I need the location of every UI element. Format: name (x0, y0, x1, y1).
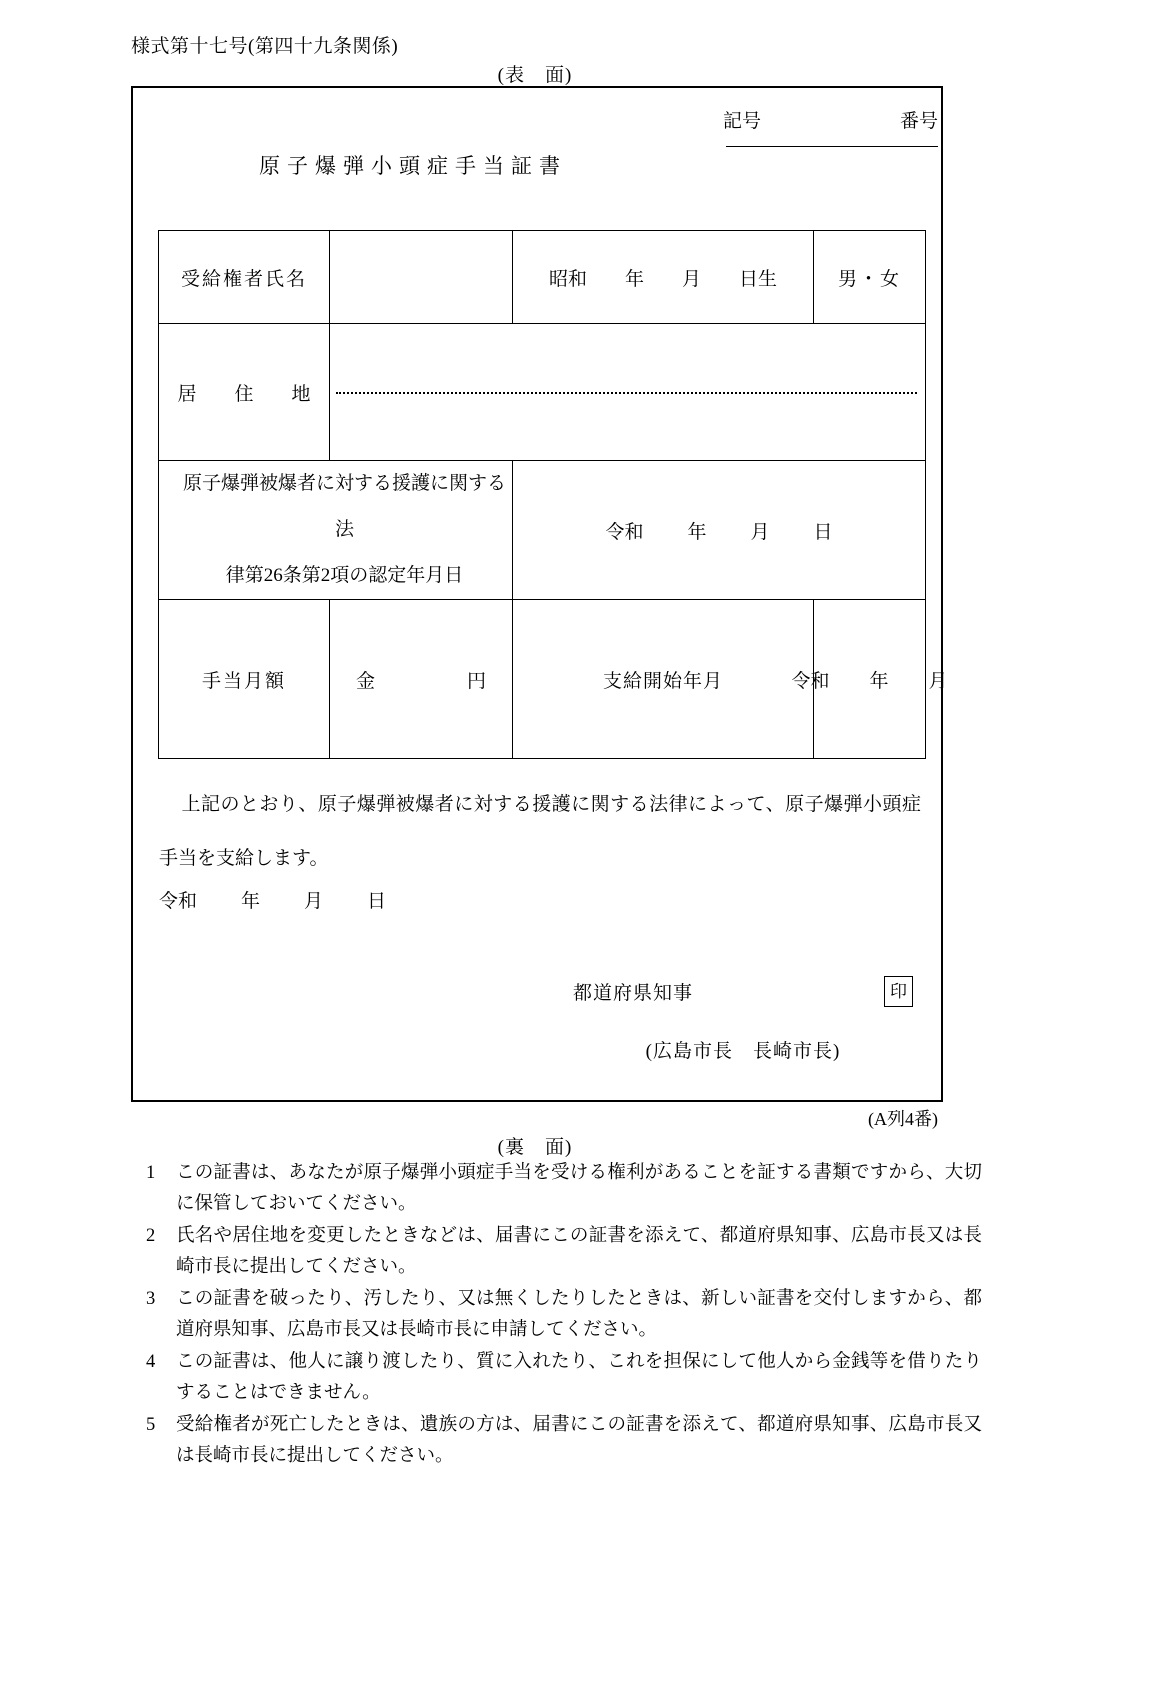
law-label-line1: 原子爆弾被爆者に対する援護に関する法 (182, 473, 506, 540)
law-label-line2: 律第26条第2項の認定年月日 (225, 565, 464, 586)
list-item (142, 1158, 982, 1220)
payment-start-label: 支給開始年月 (513, 600, 814, 759)
table-row-name (159, 231, 926, 324)
law-date-year: 年 (687, 521, 707, 543)
issue-date-month: 月 (304, 891, 324, 912)
note-number: 3 (146, 1289, 156, 1309)
list-item (142, 1221, 982, 1283)
seal-icon: 印 (884, 976, 913, 1007)
note-text: この証書は、他人に譲り渡したり、質に入れたり、これを担保にして他人から金銭等を借りたりすることはできません。 (176, 1352, 982, 1403)
kigo-label: 記号 (723, 111, 762, 132)
back-side-label: (裏 面) (497, 1137, 573, 1158)
signer-cities: (広島市長 長崎市長) (645, 1041, 841, 1062)
law-date-era: 令和 (605, 521, 644, 543)
allowance-amount-label: 手当月額 (159, 600, 330, 759)
statement-text: 上記のとおり、原子爆弾被爆者に対する援護に関する法律によって、原子爆弾小頭症手当を支給します。 (159, 794, 921, 869)
note-text: この証書は、あなたが原子爆弾小頭症手当を受ける権利があることを証する書類ですから、大切に保管しておいてください。 (176, 1163, 982, 1214)
certificate-box (131, 86, 948, 1102)
name-value-field[interactable] (330, 231, 513, 324)
signature-block (573, 976, 913, 1007)
birth-year-label: 年 (624, 268, 644, 290)
certification-statement (159, 778, 921, 886)
law-date-month: 月 (750, 521, 770, 543)
sex-label: 男・女 (837, 268, 901, 290)
kigo-bangou-row (723, 106, 938, 133)
certificate-title: 原子爆弾小頭症手当証書 (259, 154, 567, 178)
name-label: 受給権者氏名 (159, 231, 330, 324)
payment-start-date-cell[interactable] (791, 600, 948, 759)
birth-era-label: 昭和 (548, 268, 587, 290)
law-reference-label (159, 461, 513, 600)
residence-value-field[interactable] (330, 324, 926, 461)
front-side-label: (表 面) (497, 65, 573, 86)
issue-date-line[interactable] (159, 886, 386, 913)
birth-day-label: 日生 (739, 268, 778, 290)
back-side-notes (142, 1158, 982, 1473)
residence-label-text: 居 住 地 (177, 383, 311, 405)
note-number: 4 (146, 1352, 156, 1372)
note-number: 2 (146, 1226, 156, 1246)
note-number: 5 (146, 1415, 156, 1435)
issue-date-year: 年 (241, 891, 261, 912)
allowance-amount-field[interactable] (330, 600, 513, 759)
residence-label (159, 324, 330, 461)
amount-suffix-en: 円 (466, 670, 486, 692)
list-item (142, 1347, 982, 1409)
note-text: 受給権者が死亡したときは、遺族の方は、届書にこの証書を添えて、都道府県知事、広島市長又は長崎市長に提出してください。 (176, 1415, 982, 1466)
residence-dotted-rule (336, 392, 917, 394)
amount-prefix-kin: 金 (356, 670, 376, 692)
law-date-cell[interactable] (513, 461, 926, 600)
list-item (142, 1410, 982, 1472)
bangou-label: 番号 (899, 111, 938, 132)
paper-size-note: (A列4番) (868, 1109, 938, 1129)
table-row-law (159, 461, 926, 600)
note-text: 氏名や居住地を変更したときなどは、届書にこの証書を添えて、都道府県知事、広島市長又は長崎市長に提出してください。 (176, 1226, 982, 1277)
start-year: 年 (869, 670, 889, 692)
birth-date-cell (513, 231, 814, 324)
note-number: 1 (146, 1163, 156, 1183)
kigo-bangou-rule (726, 146, 938, 147)
signer-title: 都道府県知事 (573, 983, 694, 1004)
law-date-day: 日 (813, 521, 833, 543)
birth-month-label: 月 (682, 268, 702, 290)
issue-date-era: 令和 (159, 891, 198, 912)
sex-cell[interactable] (814, 231, 926, 324)
certificate-data-table (158, 230, 948, 759)
start-era: 令和 (791, 670, 830, 692)
table-row-residence (159, 324, 926, 461)
list-item (142, 1284, 982, 1346)
note-text: この証書を破ったり、汚したり、又は無くしたりしたときは、新しい証書を交付しますから、都道府県知事、広島市長又は長崎市長に申請してください。 (176, 1289, 982, 1340)
table-row-allowance (159, 600, 926, 759)
form-number: 様式第十七号(第四十九条関係) (131, 36, 399, 57)
start-month: 月 (928, 670, 948, 692)
issue-date-day: 日 (367, 891, 387, 912)
